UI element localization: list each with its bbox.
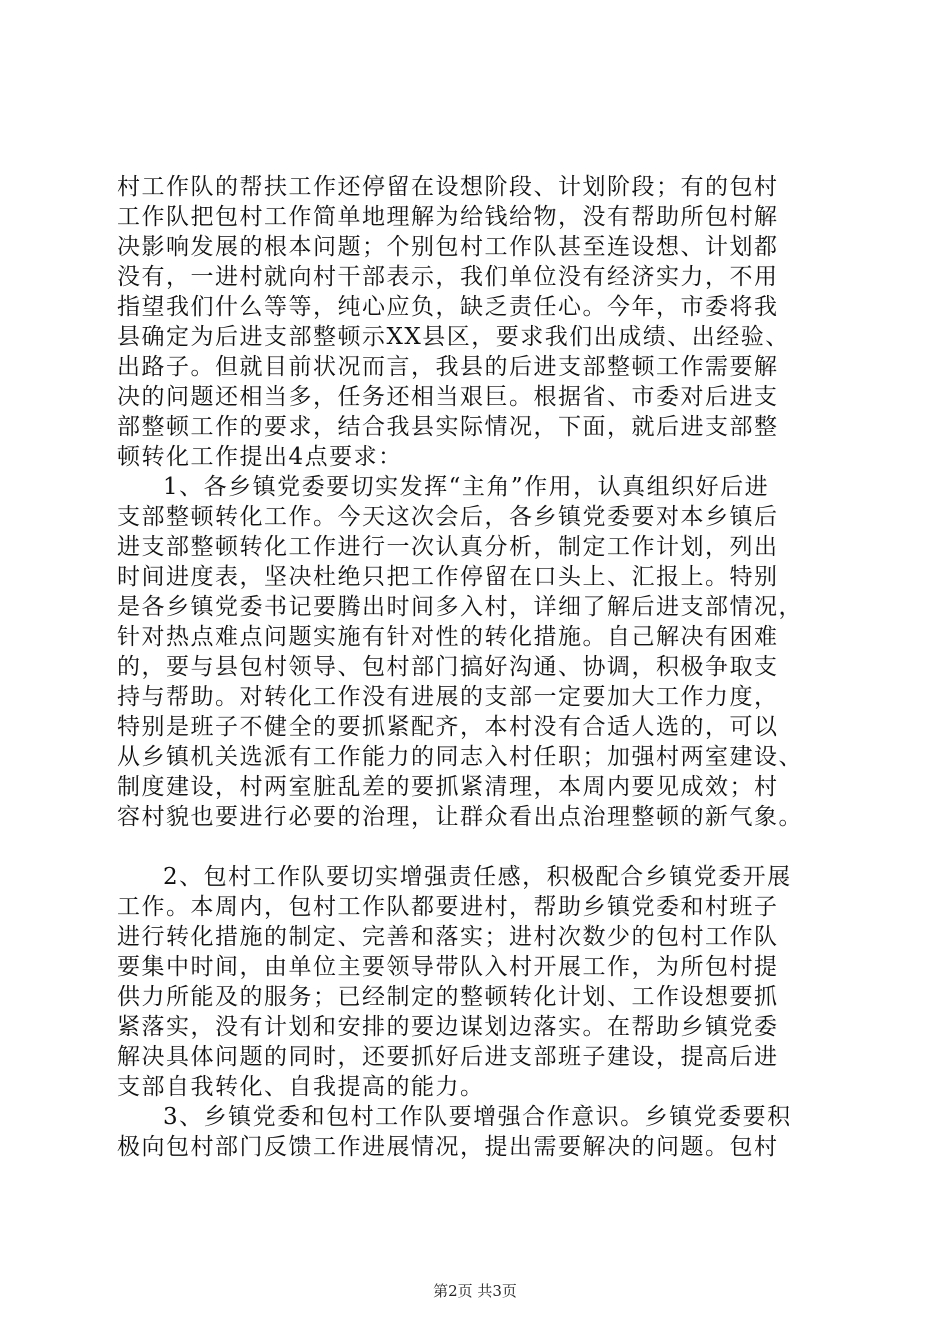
- text-line: 指望我们什么等等，纯心应负，缺乏责任心。今年，市委将我: [117, 294, 779, 320]
- paragraph-2-start: 2、包村工作队要切实增强责任感，积极配合乡镇党委开展: [163, 864, 792, 890]
- text-line: 村工作队的帮扶工作还停留在设想阶段、计划阶段；有的包村: [117, 174, 779, 200]
- text-line: 工作队把包村工作简单地理解为给钱给物，没有帮助所包村解: [117, 204, 779, 230]
- text-line: 解决具体问题的同时，还要抓好后进支部班子建设，提高后进: [117, 1044, 779, 1070]
- text-line: 决的问题还相当多，任务还相当艰巨。根据省、市委对后进支: [117, 384, 779, 410]
- text-line: 容村貌也要进行必要的治理，让群众看出点治理整顿的新气象。: [117, 804, 803, 830]
- body-text: [117, 172, 837, 1162]
- text-line: 针对热点难点问题实施有针对性的转化措施。自己解决有困难: [117, 624, 779, 650]
- text-line: 紧落实，没有计划和安排的要边谋划边落实。在帮助乡镇党委: [117, 1014, 779, 1040]
- text-line: 支部自我转化、自我提高的能力。: [117, 1074, 485, 1100]
- text-line: 顿转化工作提出4点要求：: [117, 444, 403, 470]
- paragraph-1-start: 1、各乡镇党委要切实发挥“主角”作用，认真组织好后进: [163, 474, 770, 500]
- page-footer: 第2页 共3页: [433, 1282, 517, 1300]
- paragraph-gap: [117, 832, 837, 862]
- text-line: 极向包村部门反馈工作进展情况，提出需要解决的问题。包村: [117, 1134, 779, 1160]
- text-line: 制度建设，村两室脏乱差的要抓紧清理，本周内要见成效；村: [117, 774, 779, 800]
- text-line: 要集中时间，由单位主要领导带队入村开展工作，为所包村提: [117, 954, 779, 980]
- text-line: 进支部整顿转化工作进行一次认真分析，制定工作计划，列出: [117, 534, 779, 560]
- text-line: 从乡镇机关选派有工作能力的同志入村任职；加强村两室建设、: [117, 744, 803, 770]
- text-line: 时间进度表，坚决杜绝只把工作停留在口头上、汇报上。特别: [117, 564, 779, 590]
- text-line: 没有，一进村就向村干部表示，我们单位没有经济实力，不用: [117, 264, 779, 290]
- text-line: 持与帮助。对转化工作没有进展的支部一定要加大工作力度，: [117, 684, 779, 710]
- text-line: 部整顿工作的要求，结合我县实际情况，下面，就后进支部整: [117, 414, 779, 440]
- text-line: 是各乡镇党委书记要腾出时间多入村，详细了解后进支部情况，: [117, 594, 803, 620]
- paragraph-3-start: 3、乡镇党委和包村工作队要增强合作意识。乡镇党委要积: [163, 1104, 792, 1130]
- text-line: 决影响发展的根本问题；个别包村工作队甚至连设想、计划都: [117, 234, 779, 260]
- text-line: 供力所能及的服务；已经制定的整顿转化计划、工作设想要抓: [117, 984, 779, 1010]
- text-line: 特别是班子不健全的要抓紧配齐，本村没有合适人选的，可以: [117, 714, 779, 740]
- text-line: 的，要与县包村领导、包村部门搞好沟通、协调，积极争取支: [117, 654, 779, 680]
- text-line: 出路子。但就目前状况而言，我县的后进支部整顿工作需要解: [117, 354, 779, 380]
- text-line: 工作。本周内，包村工作队都要进村，帮助乡镇党委和村班子: [117, 894, 779, 920]
- text-line: 支部整顿转化工作。今天这次会后，各乡镇党委要对本乡镇后: [117, 504, 779, 530]
- text-line: 县确定为后进支部整顿示XX县区，要求我们出成绩、出经验、: [117, 324, 790, 350]
- text-line: 进行转化措施的制定、完善和落实；进村次数少的包村工作队: [117, 924, 779, 950]
